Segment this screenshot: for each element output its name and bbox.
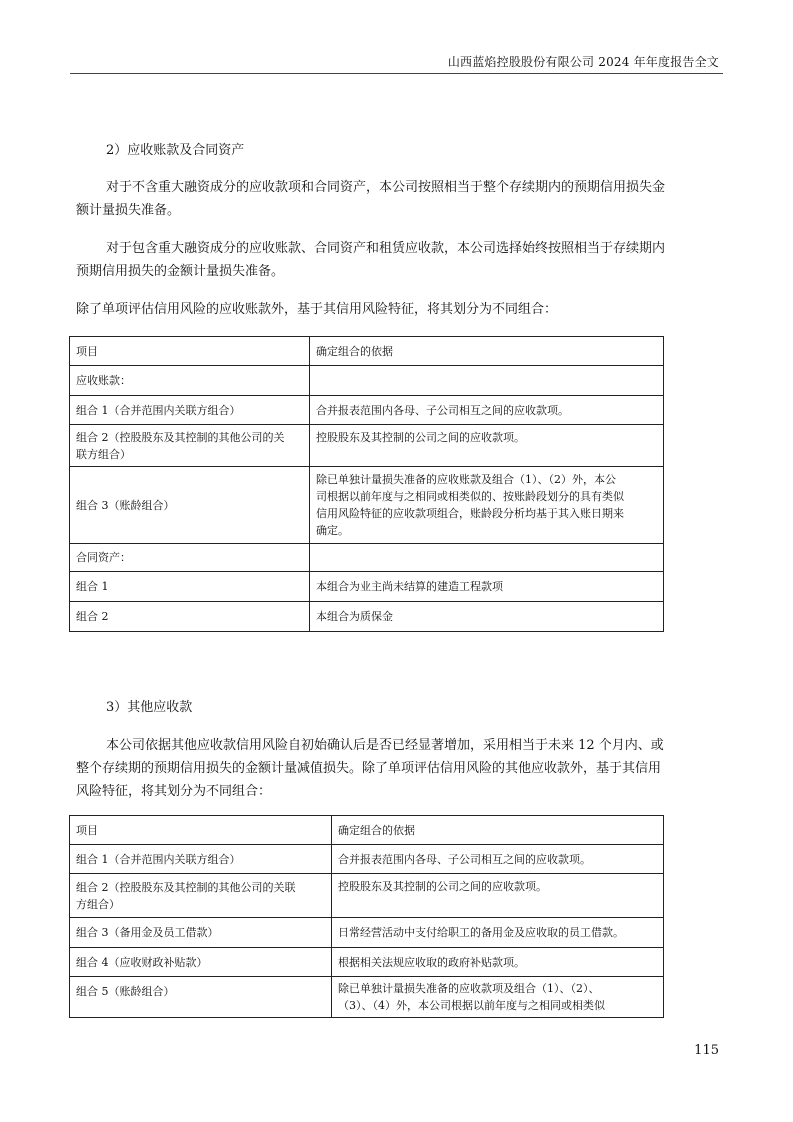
basis-cell xyxy=(310,544,664,572)
cell-line: 控股股东及其控制的公司之间的应收款项。 xyxy=(338,880,547,893)
cell-line: 组合 3（账龄组合） xyxy=(76,498,175,512)
item-cell xyxy=(70,977,332,1018)
paragraph-no-financing xyxy=(76,176,666,222)
table-row xyxy=(70,366,664,396)
cell-line: 组合 1 xyxy=(76,580,109,593)
cell-line: 联方组合） xyxy=(76,447,131,461)
document-header-title: 山西蓝焰控股股份有限公司 2024 年年度报告全文 xyxy=(447,55,719,69)
table-row xyxy=(70,874,664,918)
basis-cell xyxy=(310,396,664,425)
table-row xyxy=(70,544,664,572)
cell-line: 除已单独计量损失准备的应收账款及组合（1）、（2）外，本公 xyxy=(316,473,616,486)
basis-cell xyxy=(310,602,664,632)
receivables-portfolio-table xyxy=(69,336,664,632)
basis-cell xyxy=(310,572,664,602)
table-header-cell: 确定组合的依据 xyxy=(332,816,664,845)
cell-line: 日常经营活动中支付给职工的备用金及应收取的员工借款。 xyxy=(338,926,624,939)
header-divider xyxy=(70,73,723,74)
table-row xyxy=(70,396,664,425)
cell-line: 根据相关法规应收取的政府补贴款项。 xyxy=(338,955,525,969)
cell-line: 应收账款： xyxy=(76,374,131,387)
cell-line: 确定。 xyxy=(316,524,349,537)
cell-line: 组合 2（控股股东及其控制的其他公司的关 xyxy=(76,430,285,444)
cell-line: （3）、（4）外，本公司根据以前年度与之相同或相类似 xyxy=(338,999,605,1012)
table-header-cell: 项目 xyxy=(70,816,332,845)
table-header-row xyxy=(70,816,664,845)
basis-cell xyxy=(310,467,664,544)
table-row xyxy=(70,467,664,544)
basis-cell xyxy=(332,918,664,948)
item-cell xyxy=(70,845,332,874)
section-heading-receivables: 2）应收账款及合同资产 xyxy=(106,143,245,158)
paragraph-portfolio-intro xyxy=(76,298,557,321)
table-header-cell: 项目 xyxy=(70,337,310,366)
item-cell xyxy=(70,602,310,632)
item-cell xyxy=(70,544,310,572)
paragraph-line: 对于包含重大融资成分的应收账款、合同资产和租赁应收款，本公司选择始终按照相当于存续期内 xyxy=(106,241,666,256)
paragraph-line: 除了单项评估信用风险的应收账款外，基于其信用风险特征，将其划分为不同组合： xyxy=(76,302,558,317)
cell-line: 除已单独计量损失准备的应收款项及组合（1）、（2）、 xyxy=(338,982,600,995)
cell-line: 信用风险特征的应收款项组合，账龄段分析均基于其入账日期来 xyxy=(316,507,624,520)
paragraph-line: 额计量损失准备。 xyxy=(76,203,181,218)
cell-line: 组合 2（控股股东及其控制的其他公司的关联 xyxy=(76,880,296,894)
cell-line: 组合 1（合并范围内关联方组合） xyxy=(76,852,241,866)
cell-line: 司根据以前年度与之相同或相类似的、按账龄段划分的具有类似 xyxy=(316,490,624,503)
paragraph-line: 对于不含重大融资成分的应收款项和合同资产，本公司按照相当于整个存续期内的预期信用损失金 xyxy=(106,180,666,195)
cell-line: 组合 4（应收财政补贴款） xyxy=(76,955,208,969)
basis-cell xyxy=(332,845,664,874)
basis-cell xyxy=(332,948,664,977)
table-row xyxy=(70,425,664,467)
item-cell xyxy=(70,396,310,425)
item-cell xyxy=(70,874,332,918)
item-cell xyxy=(70,366,310,396)
paragraph-line: 预期信用损失的金额计量损失准备。 xyxy=(76,264,285,279)
table-row xyxy=(70,948,664,977)
table-row xyxy=(70,845,664,874)
table-row xyxy=(70,977,664,1018)
cell-line: 合并报表范围内各母、子公司相互之间的应收款项。 xyxy=(316,403,569,417)
page-number: 115 xyxy=(694,1043,719,1058)
paragraph-with-financing xyxy=(76,237,666,283)
table-header-row xyxy=(70,337,664,366)
cell-line: 组合 3（备用金及员工借款） xyxy=(76,926,219,939)
basis-cell xyxy=(332,874,664,918)
cell-line: 控股股东及其控制的公司之间的应收款项。 xyxy=(316,431,525,444)
cell-line: 组合 5（账龄组合） xyxy=(76,985,175,998)
cell-line: 合同资产： xyxy=(76,551,131,564)
cell-line: 组合 1（合并范围内关联方组合） xyxy=(76,403,241,417)
cell-line: 方组合） xyxy=(76,897,120,911)
cell-line: 合并报表范围内各母、子公司相互之间的应收款项。 xyxy=(338,852,591,866)
item-cell xyxy=(70,467,310,544)
table-row xyxy=(70,918,664,948)
table-row xyxy=(70,602,664,632)
basis-cell xyxy=(310,366,664,396)
paragraph-line: 风险特征，将其划分为不同组合： xyxy=(76,784,272,799)
item-cell xyxy=(70,918,332,948)
item-cell xyxy=(70,572,310,602)
paragraph-other-receivables xyxy=(76,734,664,803)
cell-line: 本组合为业主尚未结算的建造工程款项 xyxy=(316,580,503,593)
table-row xyxy=(70,572,664,602)
item-cell xyxy=(70,425,310,467)
cell-line: 本组合为质保金 xyxy=(316,610,393,623)
section-heading-other-receivables: 3）其他应收款 xyxy=(106,700,193,715)
paragraph-line: 整个存续期的预期信用损失的金额计量减值损失。除了单项评估信用风险的其他应收款外，基于其信用 xyxy=(76,761,662,776)
other-receivables-portfolio-table xyxy=(69,815,664,1018)
basis-cell xyxy=(310,425,664,467)
cell-line: 组合 2 xyxy=(76,610,109,623)
basis-cell xyxy=(332,977,664,1018)
table-header-cell: 确定组合的依据 xyxy=(310,337,664,366)
item-cell xyxy=(70,948,332,977)
paragraph-line: 本公司依据其他应收款信用风险自初始确认后是否已经显著增加，采用相当于未来 12 个月内、或 xyxy=(106,738,664,753)
